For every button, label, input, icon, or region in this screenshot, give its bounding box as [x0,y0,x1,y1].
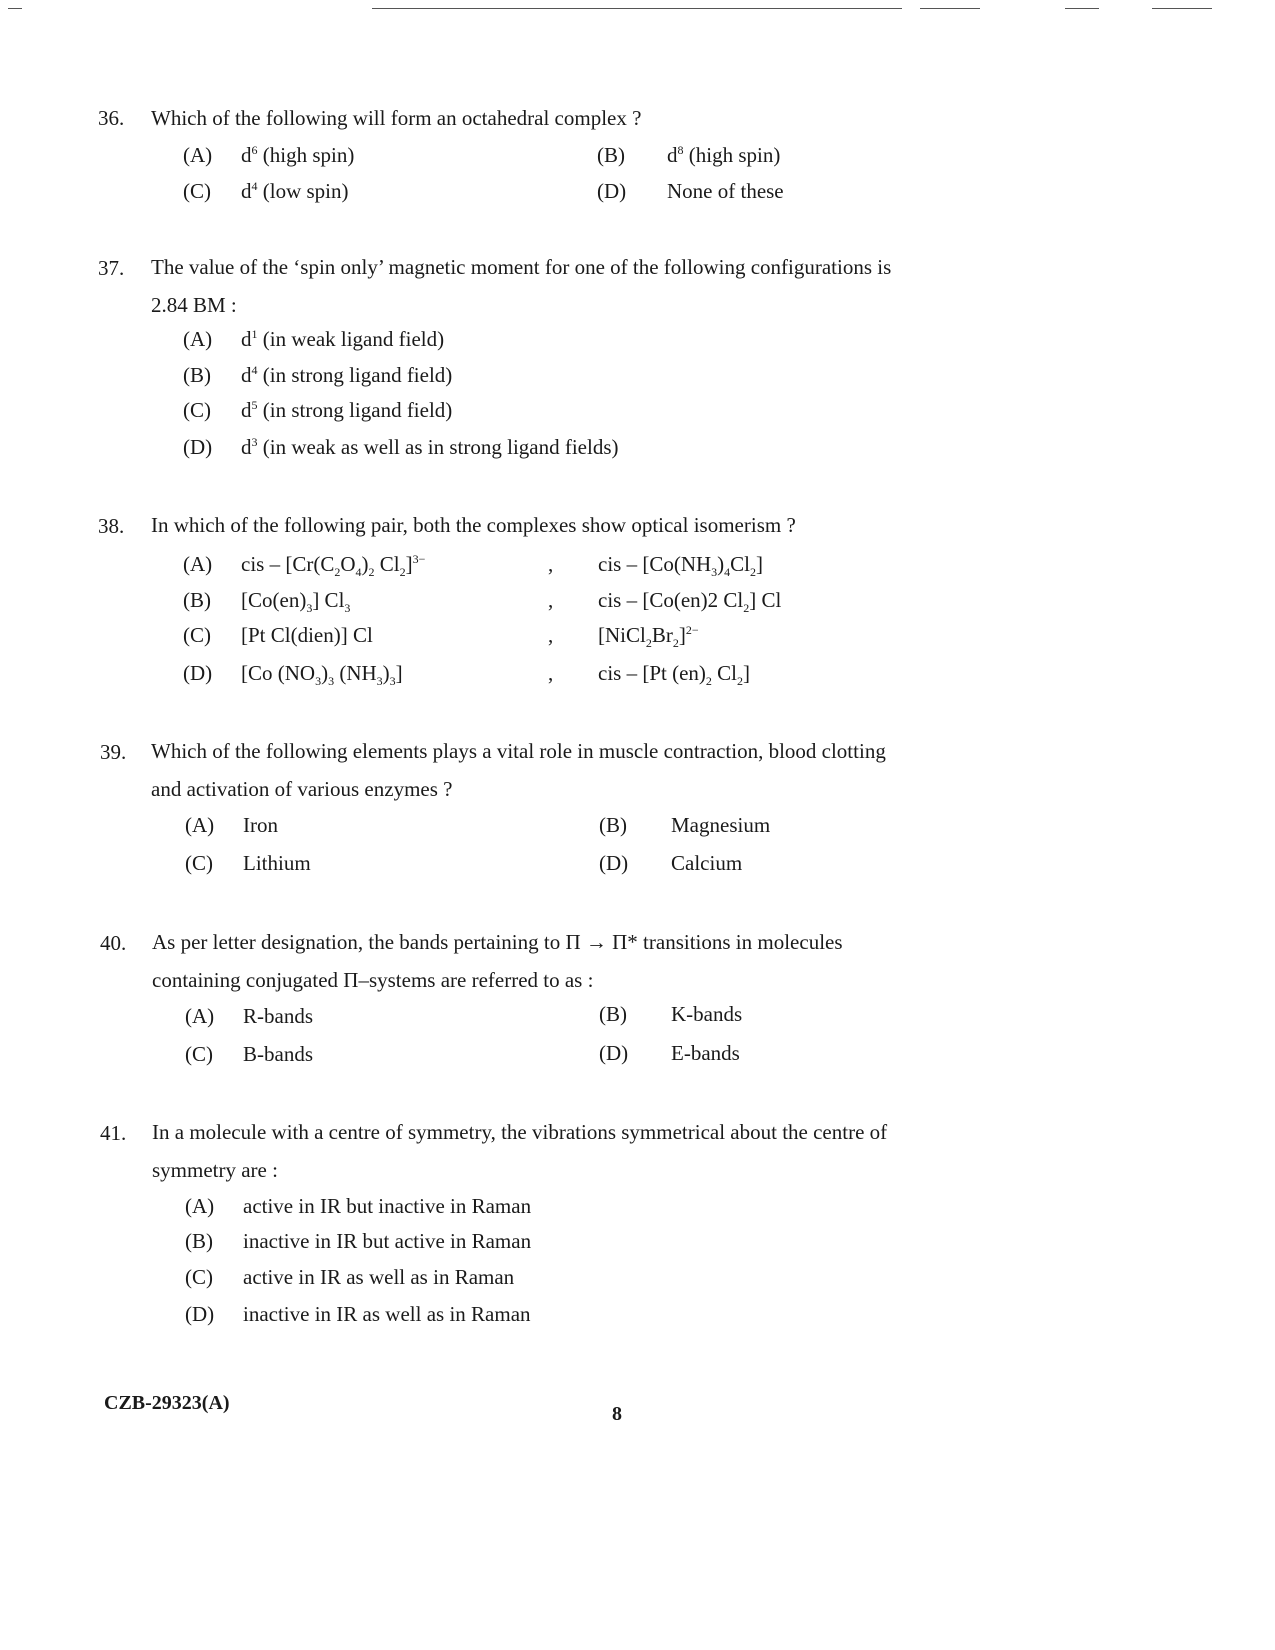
option-d: (D) [Co $(NO_3)_3$ $(NH_3)_3$] [183,661,403,688]
question-text: The value of the ‘spin only’ magnetic moment for one of the following configurations is 2.84 BM : [151,255,892,317]
option-d: (D) E-bands [599,1041,740,1065]
header-rule [8,8,22,9]
option-c: (C) Lithium [185,851,311,875]
option-c: (C) $d^4$ (low spin) [183,179,349,203]
option-c: (C) active in IR as well as in Raman [185,1265,515,1289]
option-b: (B) $[Co(en)_3]$ $Cl_3$ [183,588,351,615]
option-c-pair: $[NiCl_2Br_2]^{2-}$ [598,623,699,650]
option-a: (A) active in IR but inactive in Raman [185,1194,532,1218]
option-a: (A) $d^6$ (high spin) [183,143,355,167]
option-b: (B) $d^8$ (high spin) [597,143,781,167]
question-text: In a molecule with a centre of symmetry, the vibrations symmetrical about the centre of symmetry are : [152,1120,888,1182]
option-a: (A) cis – [$Cr(C_2O_4)_2$ $Cl_2]^{3-}$ [183,552,426,579]
option-b: (B) Magnesium [599,813,771,837]
header-rule [920,8,980,9]
option-d: (D) Calcium [599,851,743,875]
header-rule [1065,8,1099,9]
question-text: Which of the following elements plays a vital role in muscle contraction, blood clotting and activation of various enzymes ? [151,739,886,801]
option-d: (D) $d^3$ (in weak as well as in strong ligand fields) [183,435,619,459]
option-b-pair: cis – [Co(en)2 $Cl_2$] Cl [598,588,782,615]
question-number: 40. [100,931,127,955]
pair-separator: , [548,661,554,685]
option-b: (B) $d^4$ (in strong ligand field) [183,363,453,387]
pair-separator: , [548,552,554,576]
option-a: (A) R-bands [185,1004,313,1028]
question-text: In which of the following pair, both the complexes show optical isomerism ? [151,513,796,537]
pair-separator: , [548,588,554,612]
header-rule [372,8,902,9]
question-number: 38. [98,514,125,538]
option-b: (B) inactive in IR but active in Raman [185,1229,532,1253]
option-d-pair: cis – [Pt $(en)_2$ $Cl_2$] [598,661,750,688]
question-text: Which of the following will form an octahedral complex ? [151,106,642,130]
question-number: 36. [98,106,125,130]
question-number: 39. [100,740,127,764]
paper-code: CZB-29323(A) [104,1392,230,1414]
option-b: (B) K-bands [599,1002,743,1026]
option-c: (C) B-bands [185,1042,313,1066]
option-d: (D) None of these [597,179,784,203]
option-c: (C) $d^5$ (in strong ligand field) [183,398,453,422]
pair-separator: , [548,623,554,647]
option-a: (A) $d^1$ (in weak ligand field) [183,327,445,351]
option-a: (A) Iron [185,813,278,837]
option-d: (D) inactive in IR as well as in Raman [185,1302,531,1326]
header-rule [1152,8,1212,9]
page-number: 8 [612,1403,622,1425]
question-number: 41. [100,1121,127,1145]
question-text: As per letter designation, the bands pertaining to Π → Π* transitions in molecules containing conjugated Π–systems are referred to as : [152,930,843,992]
option-a-pair: cis – $[Co(NH_3)_4Cl_2]$ [598,552,763,579]
question-number: 37. [98,256,125,280]
option-c: (C) [Pt Cl(dien)] Cl [183,623,373,647]
